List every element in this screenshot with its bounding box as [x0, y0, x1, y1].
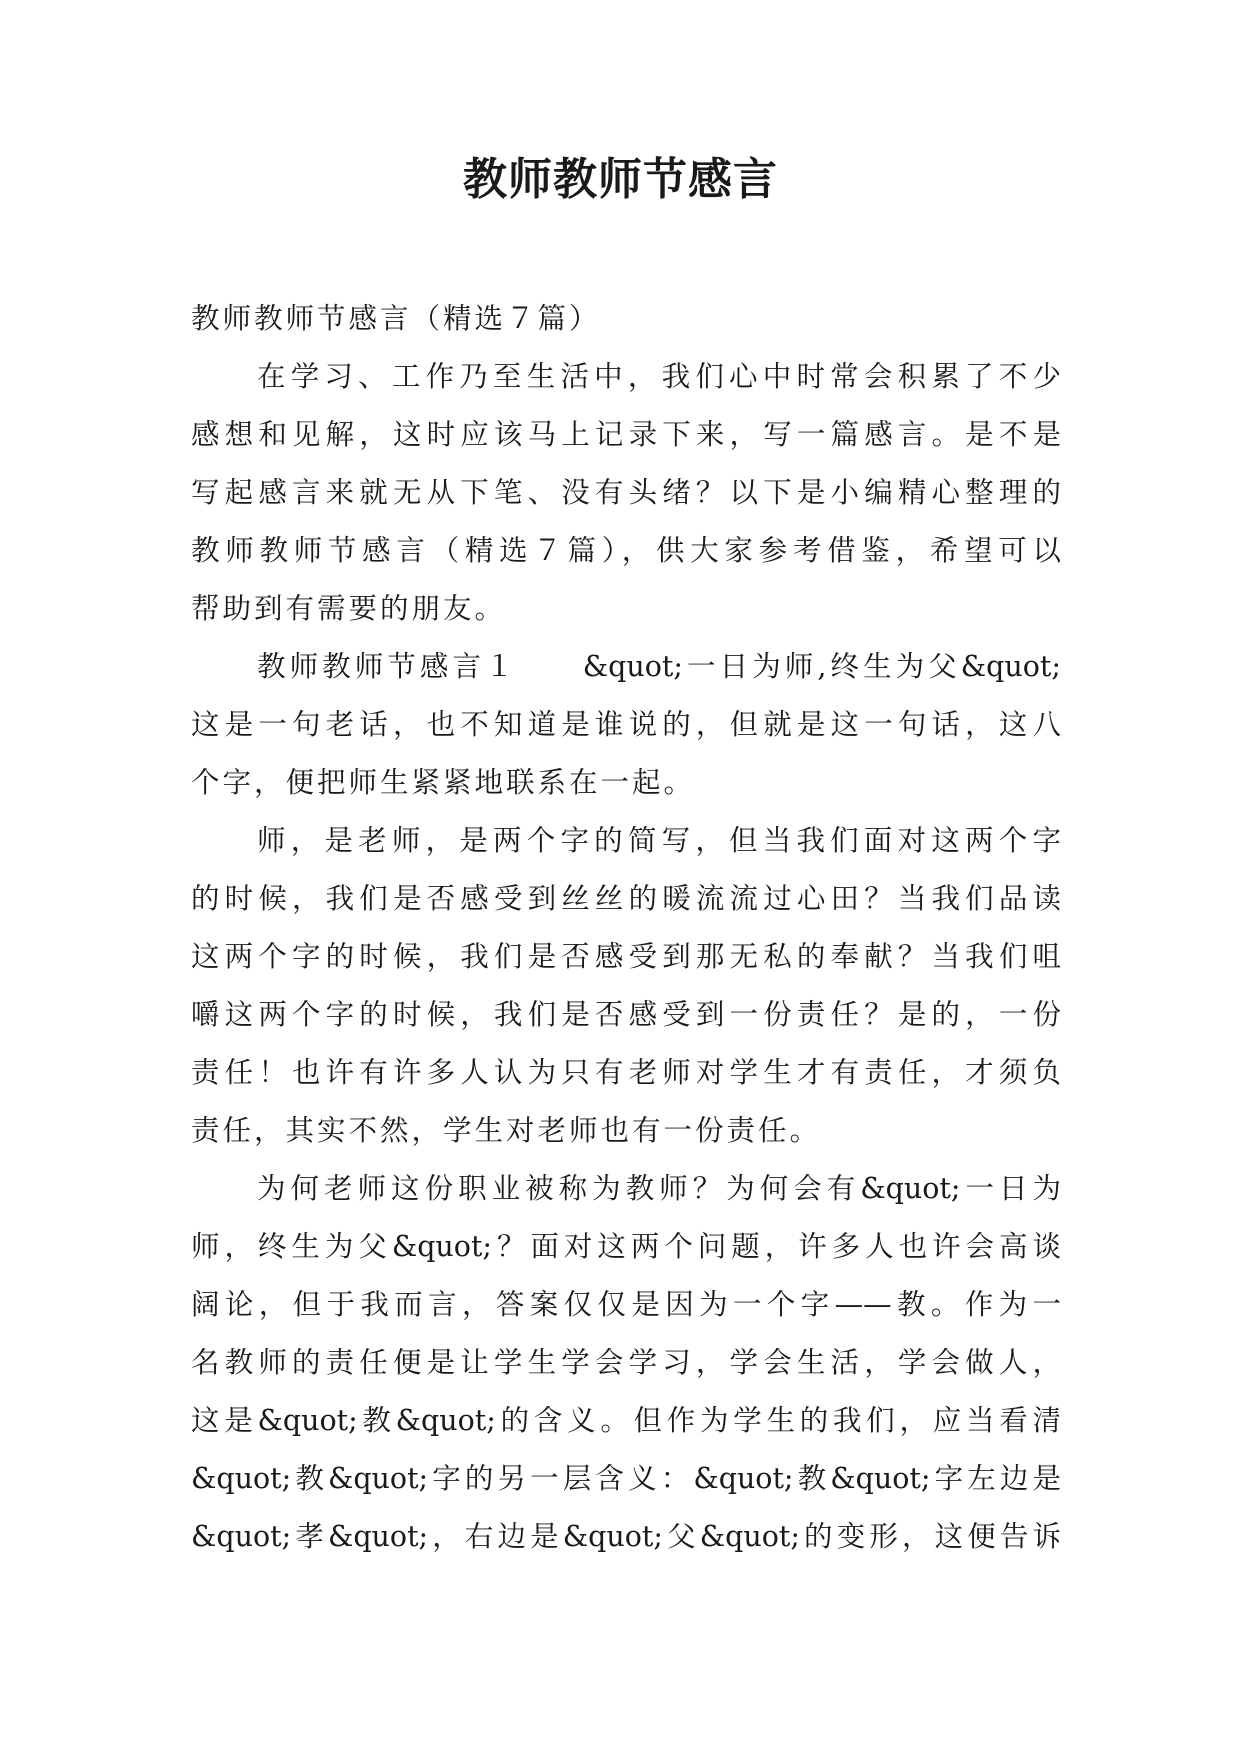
- text-line: 阔论，但于我而言，答案仅仅是因为一个字——教。作为一: [191, 1288, 1061, 1321]
- text-line: 嚼这两个字的时候，我们是否感受到一份责任？是的，一份: [191, 998, 1061, 1031]
- text-line: 为何老师这份职业被称为教师？为何会有&quot;一日为: [257, 1172, 1061, 1205]
- text-line: 在学习、工作乃至生活中，我们心中时常会积累了不少: [257, 360, 1061, 393]
- text-line: 个字，便把师生紧紧地联系在一起。: [191, 766, 696, 799]
- text-line: 名教师的责任便是让学生学会学习，学会生活，学会做人，: [191, 1346, 1061, 1379]
- text-line: 教师教师节感言（精选７篇），供大家参考借鉴，希望可以: [191, 534, 1061, 567]
- text-line: &quot;教&quot;字的另一层含义：&quot;教&quot;字左边是: [191, 1462, 1061, 1495]
- text-line: 这是一句老话，也不知道是谁说的，但就是这一句话，这八: [191, 708, 1061, 741]
- text-line: 师，终生为父&quot;？面对这两个问题，许多人也许会高谈: [191, 1230, 1061, 1263]
- text-line: 这是&quot;教&quot;的含义。但作为学生的我们，应当看清: [191, 1404, 1061, 1437]
- text-line: 感想和见解，这时应该马上记录下来，写一篇感言。是不是: [191, 418, 1061, 451]
- text-line: 教师教师节感言１ &quot;一日为师,终生为父&quot;: [257, 650, 1061, 683]
- text-line: &quot;孝&quot;，右边是&quot;父&quot;的变形，这便告诉: [191, 1520, 1061, 1553]
- text-line: 的时候，我们是否感受到丝丝的暖流流过心田？当我们品读: [191, 882, 1061, 915]
- text-line: 写起感言来就无从下笔、没有头绪？以下是小编精心整理的: [191, 476, 1061, 509]
- subtitle-line: 教师教师节感言（精选７篇）: [191, 302, 601, 335]
- document-body: [191, 290, 1061, 1566]
- text-line: 这两个字的时候，我们是否感受到那无私的奉献？当我们咀: [191, 940, 1061, 973]
- text-line: 师，是老师，是两个字的简写，但当我们面对这两个字: [257, 824, 1061, 857]
- text-line: 责任，其实不然，学生对老师也有一份责任。: [191, 1114, 822, 1147]
- text-line: 责任！也许有许多人认为只有老师对学生才有责任，才须负: [191, 1056, 1061, 1089]
- document-title: 教师教师节感言: [463, 154, 778, 205]
- text-line: 帮助到有需要的朋友。: [191, 592, 507, 625]
